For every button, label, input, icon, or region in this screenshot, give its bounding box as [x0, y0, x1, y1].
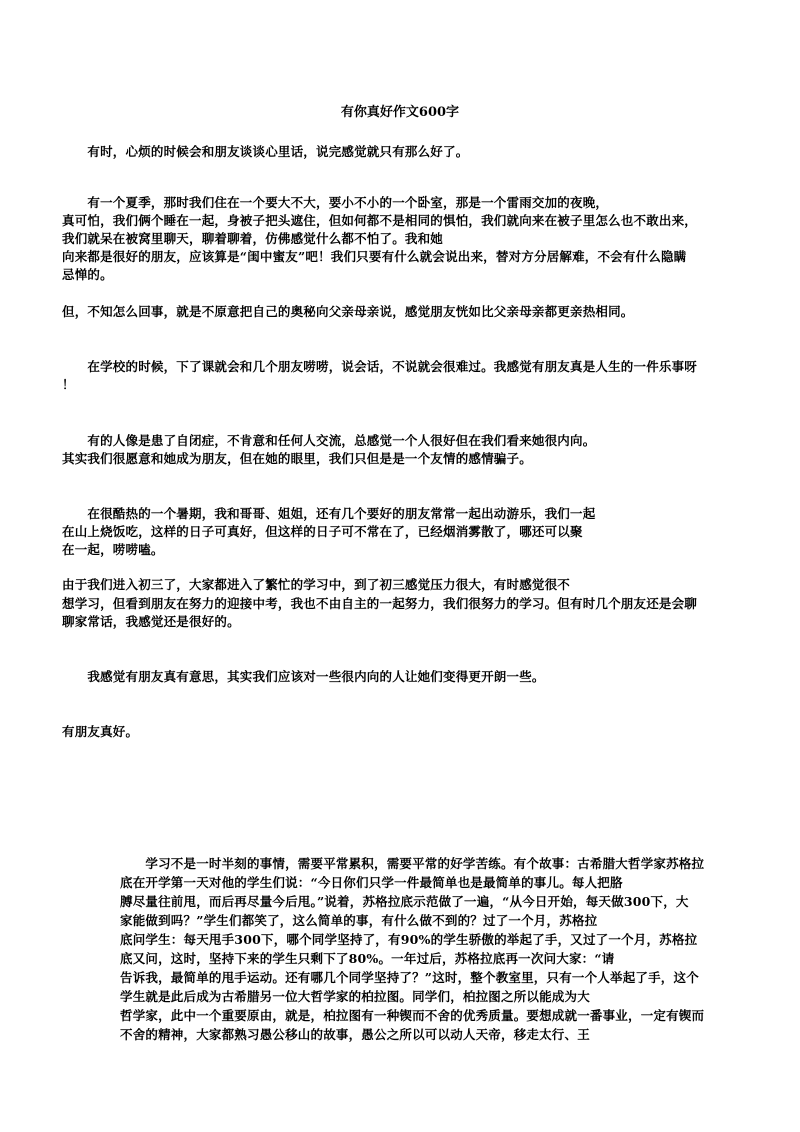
appendix-line: 底又问，这时，坚持下来的学生只剩下了80%。一年过后，苏格拉底再一次问大家：“请 — [120, 951, 615, 966]
paragraph-line: ！ — [62, 377, 75, 392]
paragraph-line: 有一个夏季，那时我们住在一个要大不大，要小不小的一个卧室，那是一个雷雨交加的夜晚， — [62, 195, 609, 210]
paragraph-line: 我们就呆在被窝里聊天，聊着聊着，仿佛感觉什么都不怕了。我和她 — [62, 231, 444, 246]
document-title: 有你真好作文600字 — [340, 105, 460, 120]
paragraph-line: 但，不知怎么回事，就是不原意把自己的奥秘向父亲母亲说，感觉朋友恍如比父亲母亲都更亲热相同。 — [62, 304, 634, 319]
paragraph-line: 有时，心烦的时候会和朋友谈谈心里话，说完感觉就只有那么好了。 — [62, 144, 469, 159]
paragraph-line: 有的人像是患了自闭症，不肯意和任何人交流，总感觉一个人很好但在我们看来她很内向。 — [62, 433, 596, 448]
paragraph-line: 向来都是很好的朋友，应该算是“闺中蜜友”吧！我们只要有什么就会说出来，替对方分居解难，不会有什么隐瞒 — [62, 249, 687, 264]
appendix-line: 膊尽量往前甩，而后再尽量今后甩。”说着，苏格拉底示范做了一遍，“从今日开始，每天做300下，大 — [120, 894, 689, 909]
paragraph-line: 真可怕，我们俩个睡在一起，身被子把头遮住，但如何都不是相同的惧怕，我们就向来在被子里怎么也不敢出来， — [62, 213, 698, 228]
paragraph-line: 有朋友真好。 — [62, 724, 139, 739]
paragraph-line: 在很酷热的一个暑期，我和哥哥、姐姐，还有几个要好的朋友常常一起出动游乐，我们一起 — [62, 506, 596, 521]
paragraph-line: 想学习，但看到朋友在努力的迎接中考，我也不由自主的一起努力，我们很努力的学习。但有时几个朋友还是会聊 — [62, 596, 698, 611]
appendix-line: 学生就是此后成为古希腊另一位大哲学家的柏拉图。同学们，柏拉图之所以能成为大 — [120, 989, 590, 1004]
paragraph-line: 聊家常话，我感觉还是很好的。 — [62, 614, 240, 629]
appendix-line: 哲学家，此中一个重要原由，就是，柏拉图有一种锲而不舍的优秀质量。要想成就一番事业，一定有锲而 — [120, 1008, 705, 1023]
appendix-line: 底问学生：每天甩手300下，哪个同学坚持了，有90%的学生骄傲的举起了手，又过了一个月，苏格拉 — [120, 932, 698, 947]
paragraph-line: 在学校的时候，下了课就会和几个朋友唠唠，说会话，不说就会很难过。我感觉有朋友真是人生的一件乐事呀 — [62, 359, 698, 374]
paragraph-line: 由于我们进入初三了，大家都进入了繁忙的学习中，到了初三感觉压力很大，有时感觉很不 — [62, 577, 571, 592]
paragraph-line: 忌惮的。 — [62, 267, 113, 282]
appendix-line: 家能做到吗？”学生们都笑了，这么简单的事，有什么做不到的？过了一个月，苏格拉 — [120, 913, 598, 928]
paragraph-line: 在山上烧饭吃，这样的日子可真好，但这样的日子可不常在了，已经烟消雾散了，哪还可以聚 — [62, 524, 583, 539]
appendix-line: 学习不是一时半刻的事情，需要平常累积，需要平常的好学苦练。有个故事：古希腊大哲学家苏格拉 — [120, 856, 705, 871]
appendix-line: 告诉我，最简单的甩手运动。还有哪几个同学坚持了？”这时，整个教室里，只有一个人举起了手，这个 — [120, 970, 699, 985]
paragraph-line: 在一起，唠唠嗑。 — [62, 542, 164, 557]
appendix-line: 底在开学第一天对他的学生们说：“今日你们只学一件最简单也是最简单的事儿。每人把胳 — [120, 875, 623, 890]
paragraph-line: 我感觉有朋友真有意思，其实我们应该对一些很内向的人让她们变得更开朗一些。 — [62, 669, 545, 684]
appendix-line: 不舍的精神，大家都熟习愚公移山的故事，愚公之所以可以动人天帝，移走太行、王 — [120, 1027, 590, 1042]
paragraph-line: 其实我们很愿意和她成为朋友，但在她的眼里，我们只但是是一个友情的感情骗子。 — [62, 451, 532, 466]
